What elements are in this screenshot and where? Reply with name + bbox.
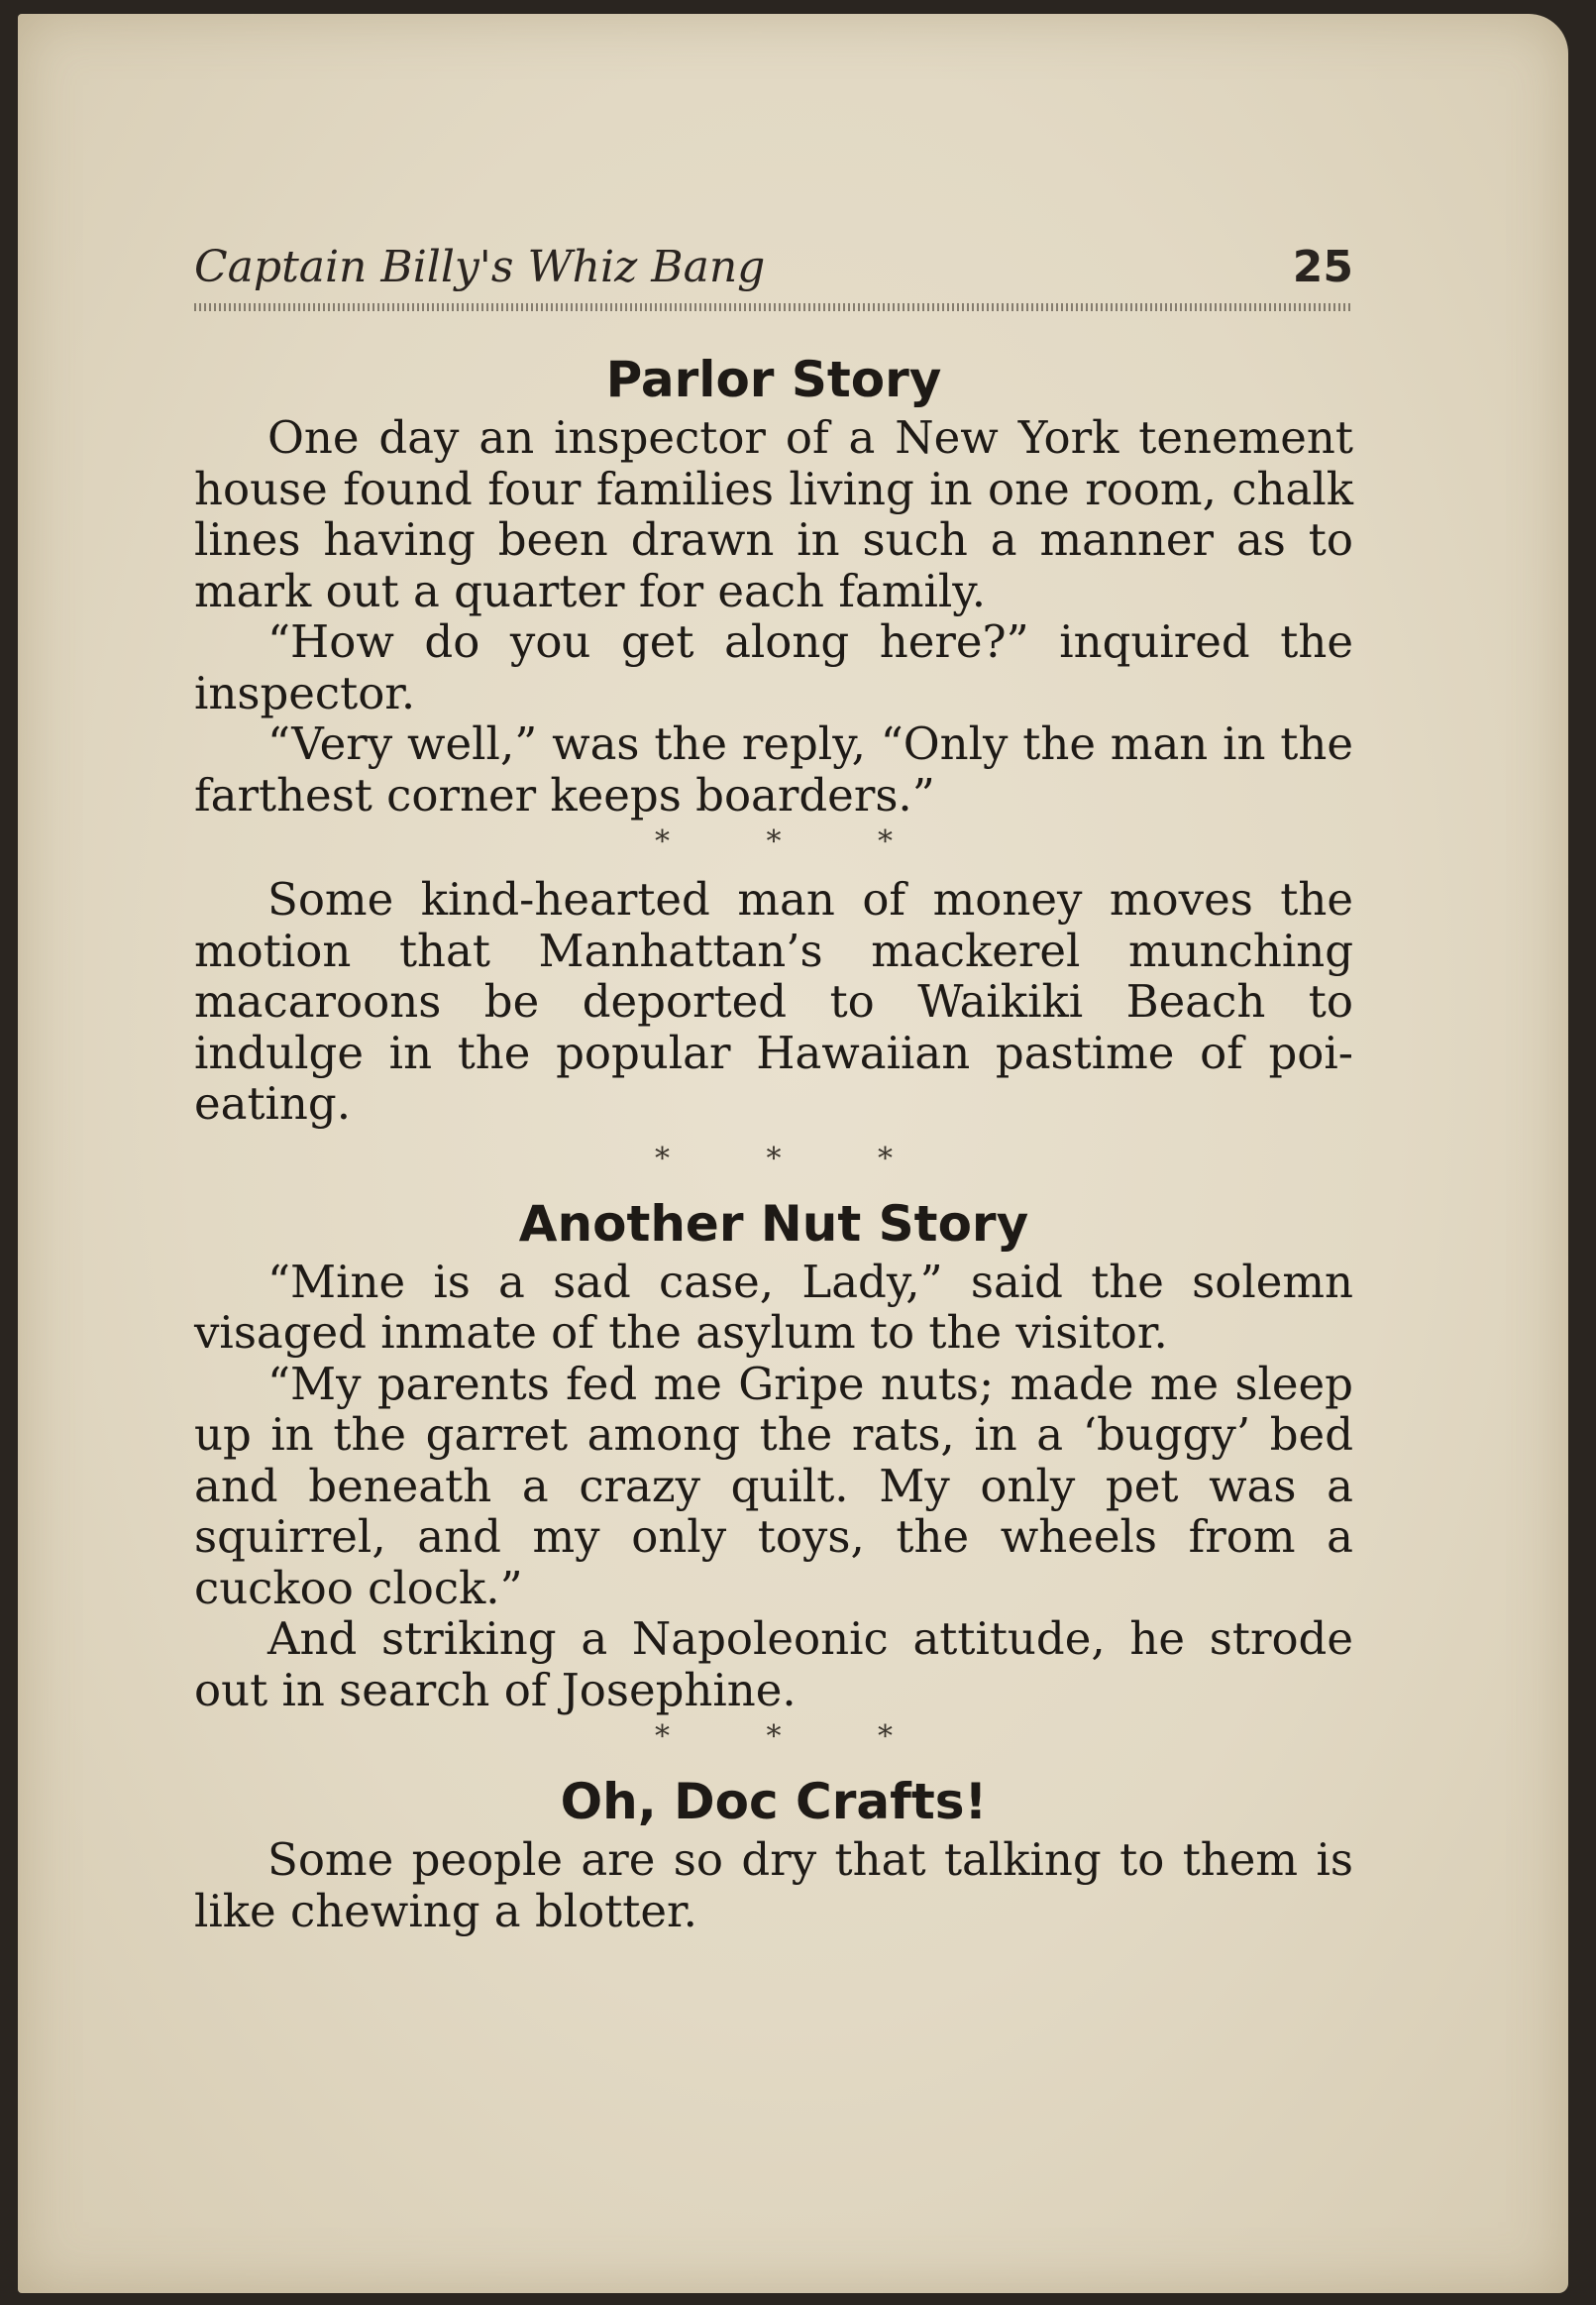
separator-stars: * * *: [654, 824, 937, 859]
separator-stars: * * *: [654, 1719, 937, 1754]
section-heading-parlor-story: Parlor Story: [605, 351, 942, 408]
header-rule: [194, 303, 1353, 311]
page-content: [194, 347, 1353, 1936]
running-title: Captain Billy's Whiz Bang: [194, 242, 766, 292]
section-heading-another-nut-story: Another Nut Story: [518, 1194, 1029, 1253]
paragraph: And striking a Napoleonic attitude, he strode out in search of Josephine.: [194, 1612, 1353, 1716]
paragraph: Some kind-hearted man of money moves the motion that Manhattan’s mackerel munching macaroons be deported to Waikiki Beach to indulge in the popular Hawaiian pastime of poi-eating.: [194, 873, 1353, 1130]
paragraph: One day an inspector of a New York tenement house found four families living in one room, chalk lines having been drawn in such a manner as to mark out a quarter for each family.: [194, 411, 1353, 617]
paragraph: “Mine is a sad case, Lady,” said the solemn visaged inmate of the asylum to the visitor.: [194, 1255, 1353, 1359]
paragraph: “Very well,” was the reply, “Only the man in the farthest corner keeps boarders.”: [194, 717, 1353, 822]
section-heading-oh-doc-crafts: Oh, Doc Crafts!: [560, 1773, 988, 1830]
paragraph: “How do you get along here?” inquired the inspector.: [194, 615, 1353, 719]
paragraph: Some people are so dry that talking to them is like chewing a blotter.: [194, 1833, 1353, 1937]
paragraph: “My parents fed me Gripe nuts; made me sleep up in the garret among the rats, in a ‘buggy’ bed and beneath a crazy quilt. My only pet was a squirrel, and my only toys, the wheels from a cuckoo clock.”: [194, 1357, 1353, 1614]
page-header: [194, 242, 1353, 301]
separator-stars: * * *: [654, 1141, 937, 1176]
page-number: 25: [1292, 242, 1353, 292]
